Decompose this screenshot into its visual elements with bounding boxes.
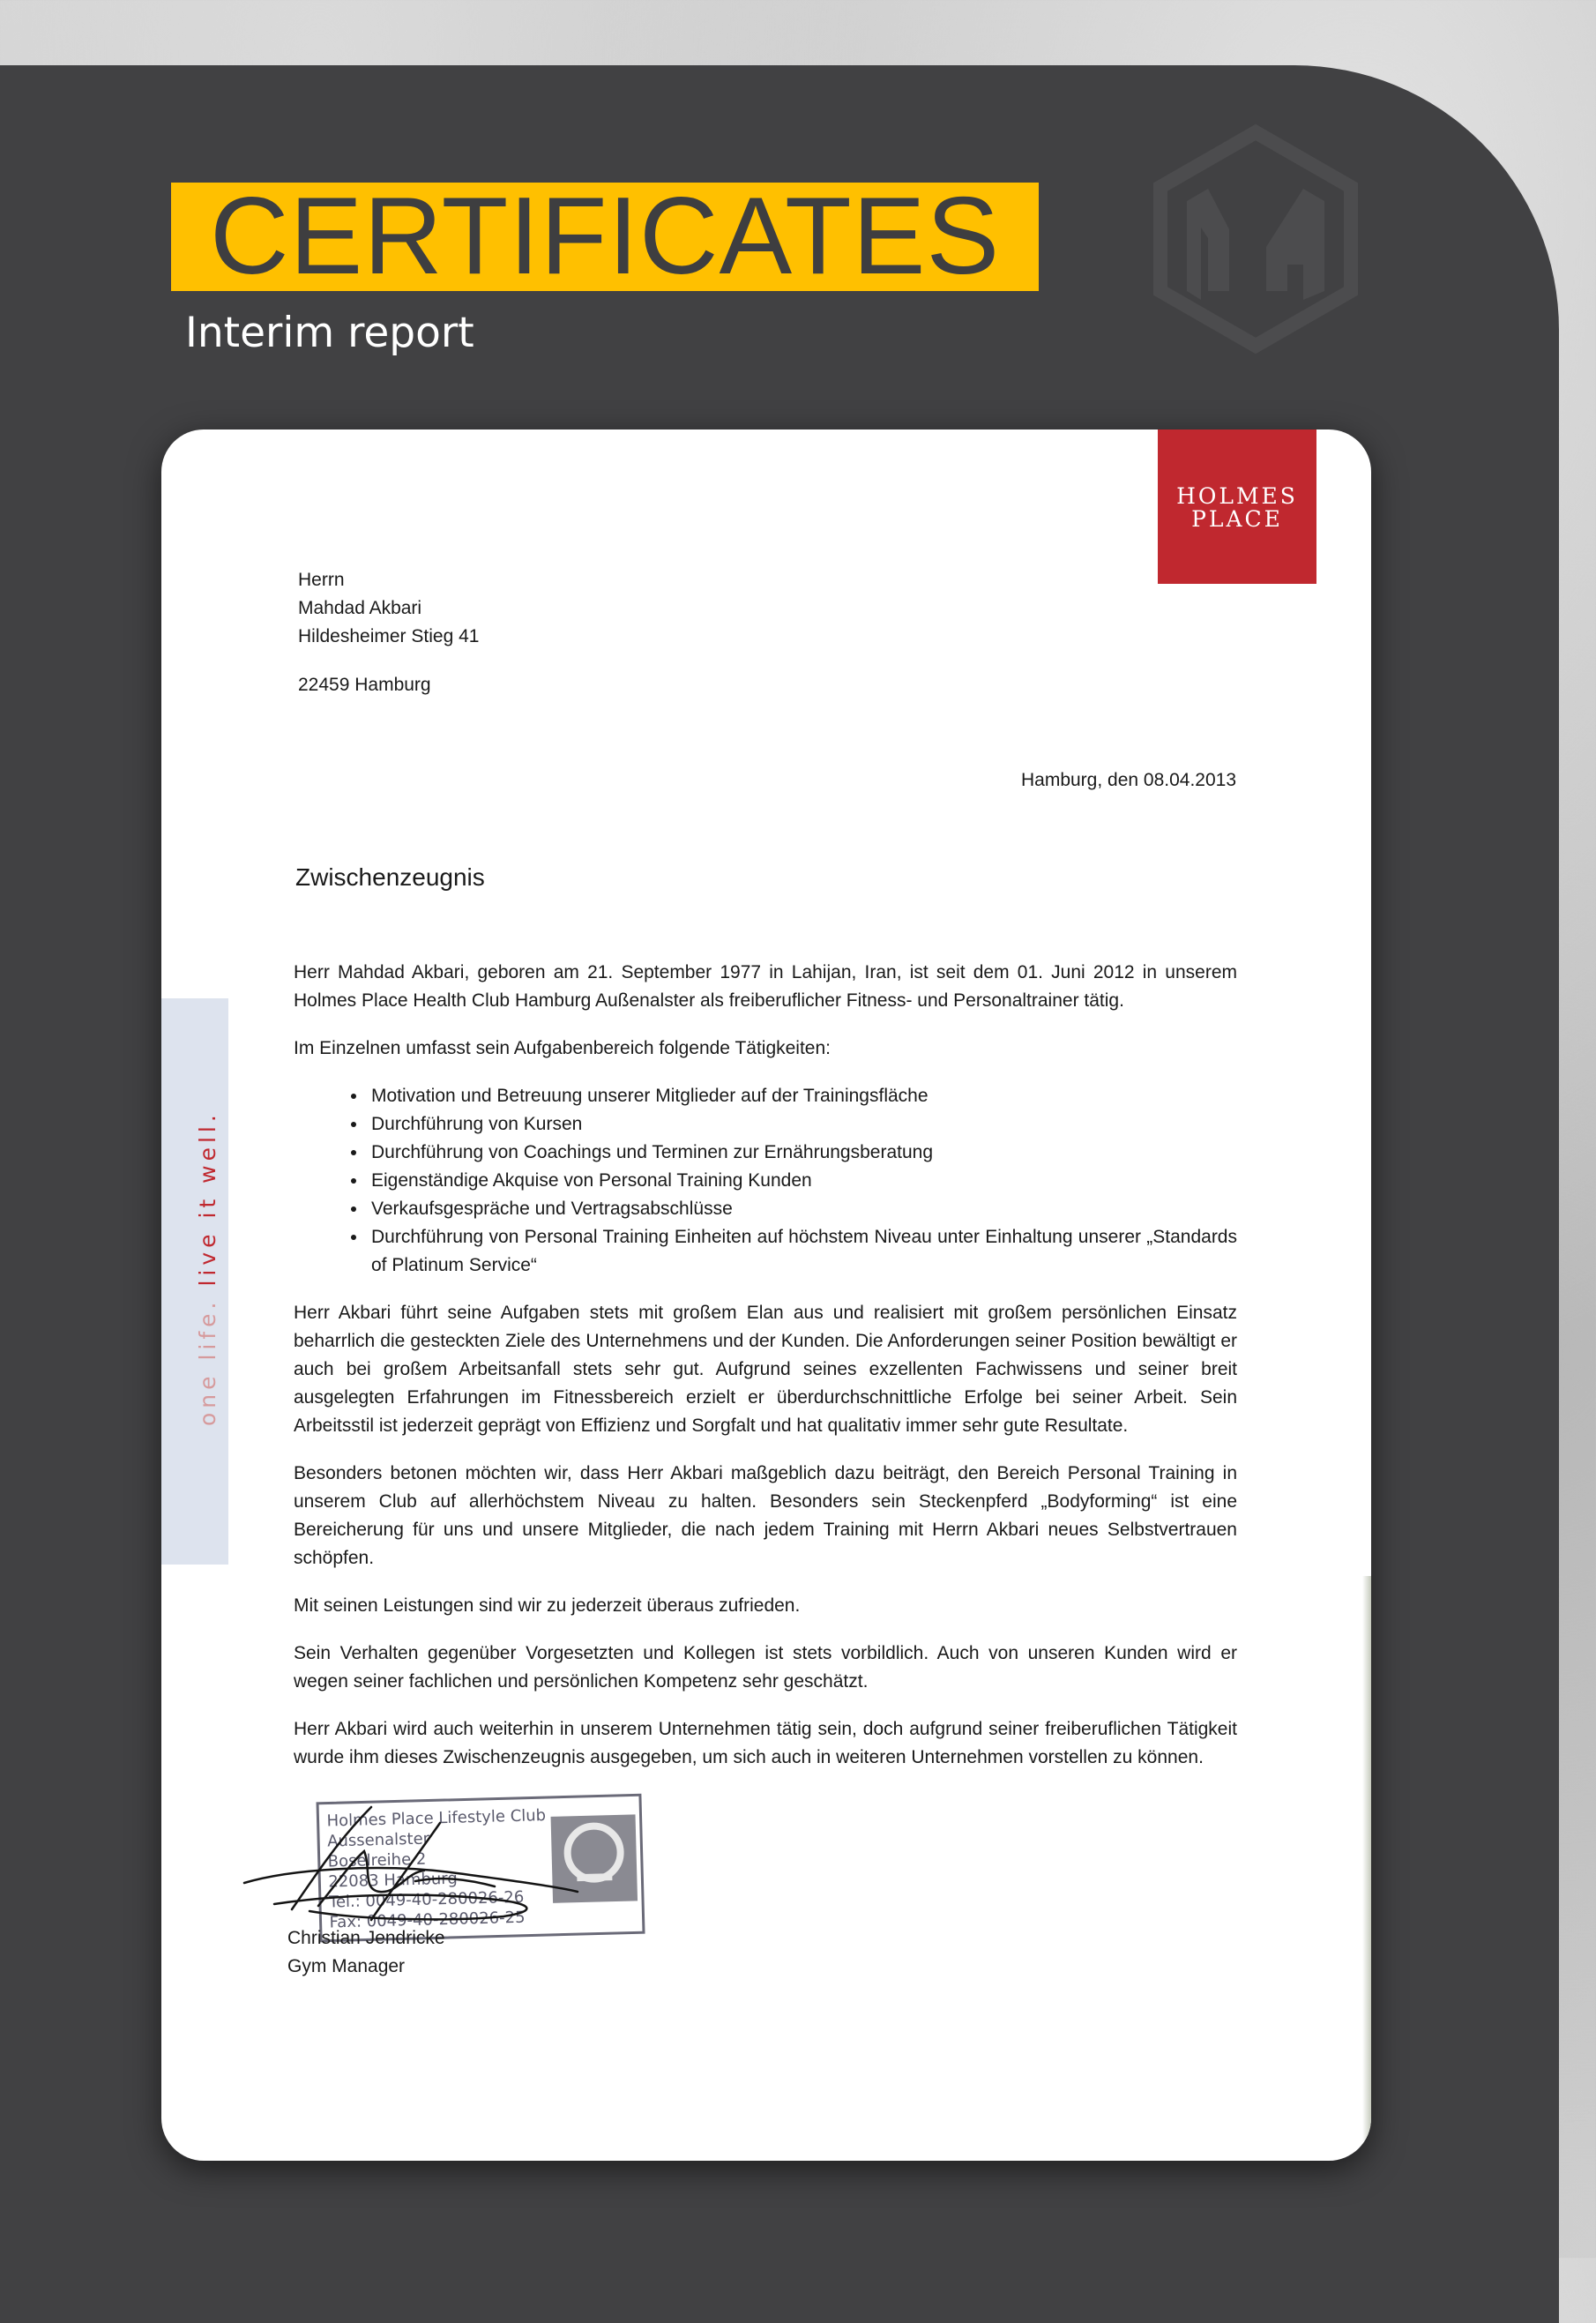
letter-date: Hamburg, den 08.04.2013 (1020, 770, 1236, 790)
page-title: CERTIFICATES (210, 176, 1001, 297)
ma-logo-icon (1152, 123, 1360, 355)
address-salutation: Herrn (298, 570, 345, 590)
letter-body (294, 959, 1237, 1791)
list-item: • Durchführung von Kursen (368, 1110, 1237, 1139)
list-item: • Eigenständige Akquise von Personal Training Kunden (368, 1167, 1237, 1195)
handwritten-signature (239, 1788, 583, 1946)
tagline-part-1: one life. (195, 1297, 220, 1426)
stamp-line-3: Boselreihe 2 (327, 1849, 427, 1871)
list-item: • Durchführung von Coachings und Terminen zur Ernährungsberatung (368, 1139, 1237, 1167)
tagline-part-2: live it well. (195, 1110, 220, 1287)
paragraph: Mit seinen Leistungen sind wir zu jederzeit überaus zufrieden. (294, 1595, 801, 1616)
paragraph: Herr Akbari führt seine Aufgaben stets mit großem Elan aus und realisiert mit großem persönlichen Einsatz beharrlich die gesteckten Ziele des Unternehmens und der Kunden. Die Anforderungen seiner Position bewältigt er auch bei großem Arbeitsanfall stets sehr gut. Aufgrund seines exzellenten Fachwissens und seiner breit ausgelegten Erfahrungen im Fitnessbereich erzielt er überdurchschnittliche Erfolge bei seiner Arbeit. Sein Arbeitsstil ist jederzeit geprägt von Effizienz und Sorgfalt und hat qualitativ immer sehr gute Resultate. (294, 1303, 1237, 1436)
paragraph: Herr Akbari wird auch weiterhin in unserem Unternehmen tätig sein, doch aufgrund seiner freiberuflichen Tätigkeit wurde ihm dieses Zwischenzeugnis ausgegeben, um sich auch in weiteren Unternehmen vorstellen zu können. (294, 1719, 1237, 1767)
list-item: • Verkaufsgespräche und Vertragsabschlüsse (368, 1195, 1237, 1223)
stamp-line-4: 22083 Hamburg (328, 1869, 459, 1892)
tasks-list (294, 1082, 1237, 1280)
signer-block (287, 1924, 445, 1981)
logo-line-2: PLACE (1191, 506, 1283, 532)
address-city: 22459 Hamburg (298, 675, 431, 695)
letter-heading: Zwischenzeugnis (295, 863, 485, 891)
tasks-intro: Im Einzelnen umfasst sein Aufgabenbereich folgende Tätigkeiten: (294, 1038, 831, 1058)
intro-paragraph: Herr Mahdad Akbari, geboren am 21. September 1977 in Lahijan, Iran, ist seit dem 01. Juni 2012 in unserem Holmes Place Health Club Hamburg Außenalster als freiberuflicher Fitness- und Personaltrainer tätig. (294, 962, 1237, 1011)
stamp-line-6: Fax: 0049-40-280026-25 (329, 1908, 526, 1932)
recipient-address (298, 566, 479, 699)
list-item: • Motivation und Betreuung unserer Mitglieder auf der Trainingsfläche (368, 1082, 1237, 1110)
paragraph: Sein Verhalten gegenüber Vorgesetzten und Kollegen ist stets vorbildlich. Auch von unseren Kunden wird er wegen seiner fachlichen und persönlichen Kompetenz sehr geschätzt. (294, 1643, 1237, 1692)
certificate-document (161, 429, 1371, 2161)
address-name: Mahdad Akbari (298, 598, 422, 618)
signer-title: Gym Manager (287, 1956, 406, 1976)
paragraph: Besonders betonen möchten wir, dass Herr Akbari maßgeblich dazu beiträgt, den Bereich Personal Training in unserem Club auf allerhöchstem Niveau zu halten. Besonders sein Steckenpferd „Bodyforming“ ist eine Bereicherung für uns und unsere Mitglieder, die nach jedem Training mit Herrn Akbari neues Selbstvertrauen schöpfen. (294, 1463, 1237, 1568)
paper-edge-shadow (1362, 1576, 1371, 2161)
stamp-line-2: Aussenalster (326, 1829, 430, 1851)
list-item: • Durchführung von Personal Training Einheiten auf höchstem Niveau unter Einhaltung unserer „Standards of Platinum Service“ (368, 1223, 1237, 1280)
logo-line-1: HOLMES (1176, 483, 1298, 509)
stamp-line-1: Holmes Place Lifestyle Club (326, 1806, 547, 1831)
stamp-line-5: Tel.: 0049-40-280026-26 (328, 1887, 525, 1912)
address-street: Hildesheimer Stieg 41 (298, 626, 480, 646)
holmes-place-logo (1158, 429, 1316, 584)
page-subtitle: Interim report (185, 309, 474, 357)
tagline (195, 1110, 221, 1426)
signer-name: Christian Jendricke (287, 1928, 445, 1948)
